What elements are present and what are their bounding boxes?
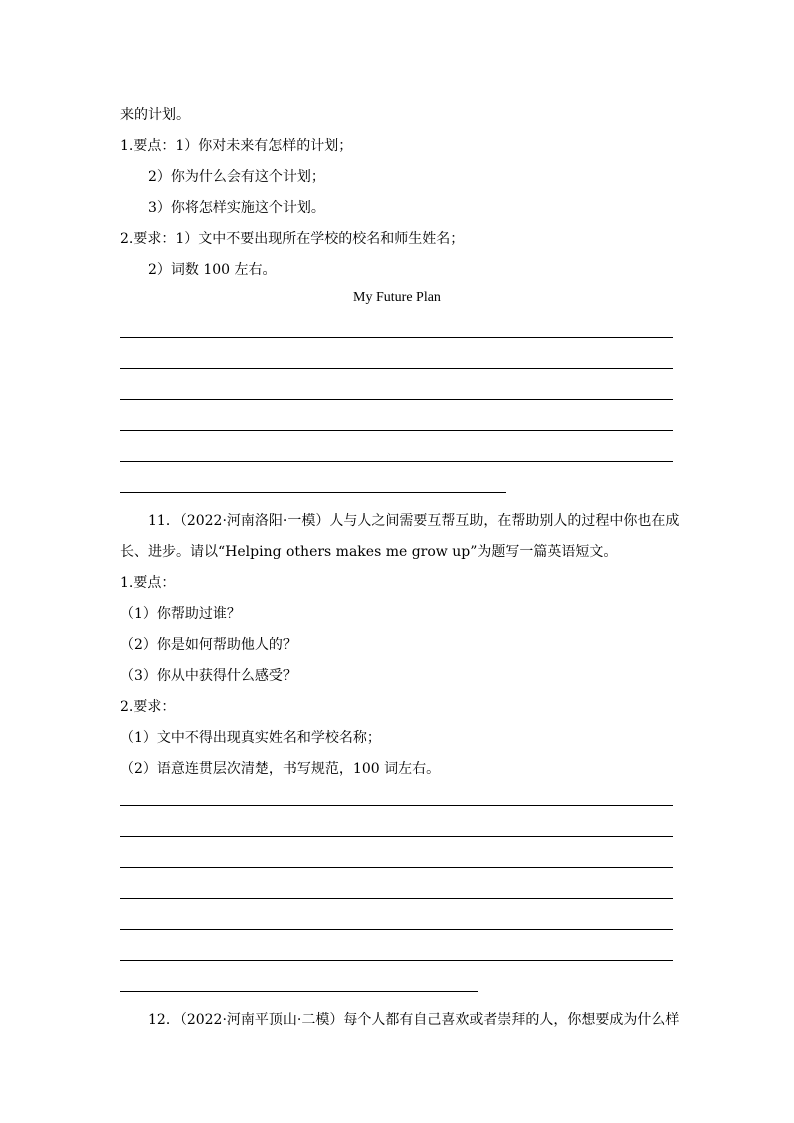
- answer-line[interactable]: [120, 836, 673, 837]
- q11-point-2: （2）你是如何帮助他人的？: [120, 637, 297, 653]
- q12-prompt-line1: 12．（2022·河南平顶山·二模）每个人都有自己喜欢或者崇拜的人，你想要成为什么样: [148, 1012, 680, 1028]
- answer-line[interactable]: [120, 867, 673, 868]
- q11-prompt-line2: 长、进步。请以“Helping others makes me grow up”为题写一篇英语短文。: [120, 544, 618, 560]
- part1-requirements-heading: 2.要求：1）文中不要出现所在学校的校名和师生姓名；: [120, 231, 465, 247]
- answer-line[interactable]: [120, 399, 673, 400]
- part1-points-heading: 1.要点：1）你对未来有怎样的计划；: [120, 138, 353, 154]
- part1-point-3: 3）你将怎样实施这个计划。: [148, 200, 325, 216]
- q11-prompt-line1: 11．（2022·河南洛阳·一模）人与人之间需要互帮互助，在帮助别人的过程中你也在成: [148, 513, 680, 529]
- part1-point-2: 2）你为什么会有这个计划；: [148, 169, 325, 185]
- q11-point-1: （1）你帮助过谁？: [120, 606, 241, 622]
- answer-line[interactable]: [120, 929, 673, 930]
- answer-line-last[interactable]: [120, 991, 478, 992]
- part1-requirement-2: 2）词数 100 左右。: [148, 262, 277, 278]
- answer-line[interactable]: [120, 430, 673, 431]
- q11-requirement-1: （1）文中不得出现真实姓名和学校名称；: [120, 730, 381, 746]
- answer-line[interactable]: [120, 960, 673, 961]
- answer-line[interactable]: [120, 461, 673, 462]
- q11-requirements-heading: 2.要求：: [120, 699, 176, 715]
- answer-line[interactable]: [120, 805, 673, 806]
- q11-requirement-2: （2）语意连贯层次清楚，书写规范，100 词左右。: [120, 761, 441, 777]
- answer-line-last[interactable]: [120, 492, 506, 493]
- q11-point-3: （3）你从中获得什么感受？: [120, 668, 297, 684]
- answer-line[interactable]: [120, 368, 673, 369]
- essay-title: My Future Plan: [353, 290, 441, 305]
- q11-points-heading: 1.要点：: [120, 575, 176, 591]
- answer-line[interactable]: [120, 898, 673, 899]
- answer-line[interactable]: [120, 337, 673, 338]
- part1-continuation: 来的计划。: [120, 107, 190, 123]
